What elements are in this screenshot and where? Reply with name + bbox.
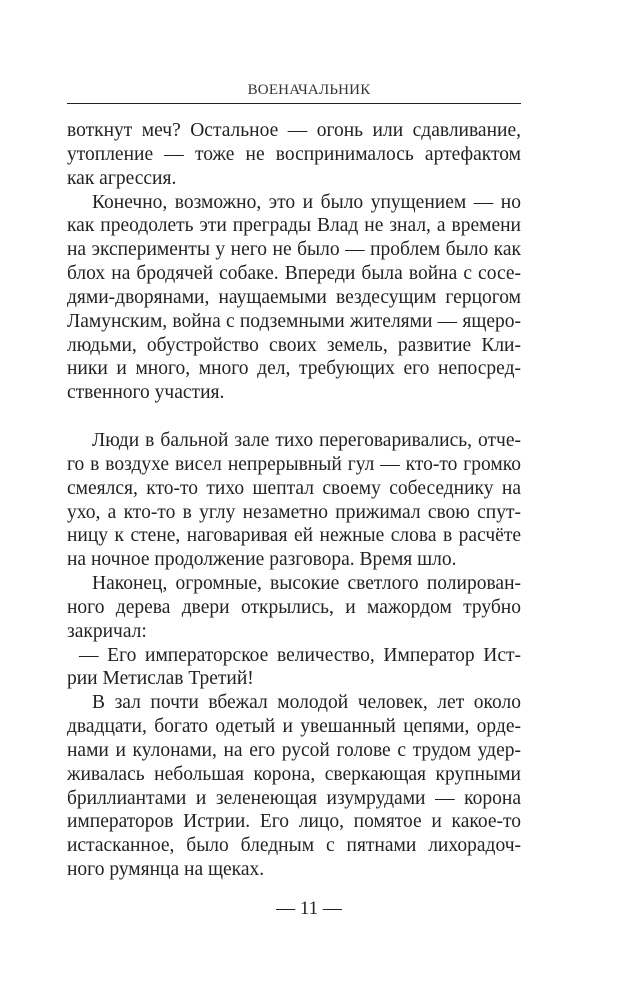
text-line: Ламунским, война с подземными жителями — ящеро-: [67, 310, 521, 332]
text-line: Люди в бальной зале тихо переговаривались, отче-: [92, 429, 521, 451]
text-line: ухо, а кто-то в углу незаметно прижимал свою спут-: [67, 501, 521, 523]
paragraph: [67, 429, 521, 572]
text-line: как агрессия.: [67, 167, 177, 189]
text-line: ственного участия.: [67, 382, 225, 404]
text-line: В зал почти вбежал молодой человек, лет около: [92, 692, 521, 714]
text-line: ного дерева двери открылись, и мажордом трубно: [67, 596, 521, 618]
page-body: [67, 119, 521, 882]
header-rule: [67, 103, 521, 104]
text-line: людьми, обустройство своих земель, развитие Кли-: [67, 334, 521, 356]
text-line: Наконец, огромные, высокие светлого полирован-: [92, 573, 521, 595]
text-line: утопление — тоже не воспринималось артефактом: [67, 143, 521, 165]
text-line: живалась небольшая корона, сверкающая крупными: [67, 763, 521, 785]
text-line: на эксперименты у него не было — проблем было как: [67, 239, 521, 261]
page-number: — 11 —: [276, 898, 342, 919]
text-line: воткнут меч? Остальное — огонь или сдавливание,: [67, 120, 521, 141]
paragraph: [67, 191, 521, 406]
paragraph: [67, 572, 521, 644]
paragraph-gap: [67, 405, 521, 429]
text-line: — Его императорское величество, Император Ист-: [79, 644, 521, 666]
text-line: дями-дворянами, наущаемыми вездесущим герцогом: [67, 286, 521, 308]
text-line: истасканное, было бледным с пятнами лихорадоч-: [67, 835, 521, 857]
text-line: блох на бродячей собаке. Впереди была война с сосе-: [67, 263, 521, 285]
text-line: смеялся, кто-то тихо шептал своему собеседнику на: [67, 477, 521, 499]
text-line: закричал:: [67, 620, 147, 642]
text-line: ницу к стене, наговаривая ей нежные слова в расчёте: [67, 525, 521, 547]
text-line: на ночное продолжение разговора. Время шло.: [67, 549, 457, 571]
text-line: императоров Истрии. Его лицо, помятое и какое-то: [67, 811, 521, 833]
paragraph: [67, 644, 521, 692]
text-line: Конечно, возможно, это и было упущением — но: [92, 191, 521, 213]
text-line: двадцати, богато одетый и увешанный цепями, орде-: [67, 716, 521, 738]
text-line: ники и много, много дел, требующих его непосред-: [67, 358, 521, 380]
running-header: ВОЕНАЧАЛЬНИК: [247, 82, 371, 98]
paragraph: [67, 119, 521, 191]
text-line: бриллиантами и зеленеющая изумрудами — корона: [67, 787, 521, 809]
text-line: рии Метислав Третий!: [67, 668, 254, 690]
paragraph: [67, 691, 521, 882]
text-line: го в воздухе висел непрерывный гул — кто-то громко: [67, 453, 521, 475]
text-line: нами и кулонами, на его русой голове с трудом удер-: [67, 739, 521, 761]
text-line: ного румянца на щеках.: [67, 859, 265, 881]
text-line: как преодолеть эти преграды Влад не знал, а времени: [67, 215, 521, 237]
